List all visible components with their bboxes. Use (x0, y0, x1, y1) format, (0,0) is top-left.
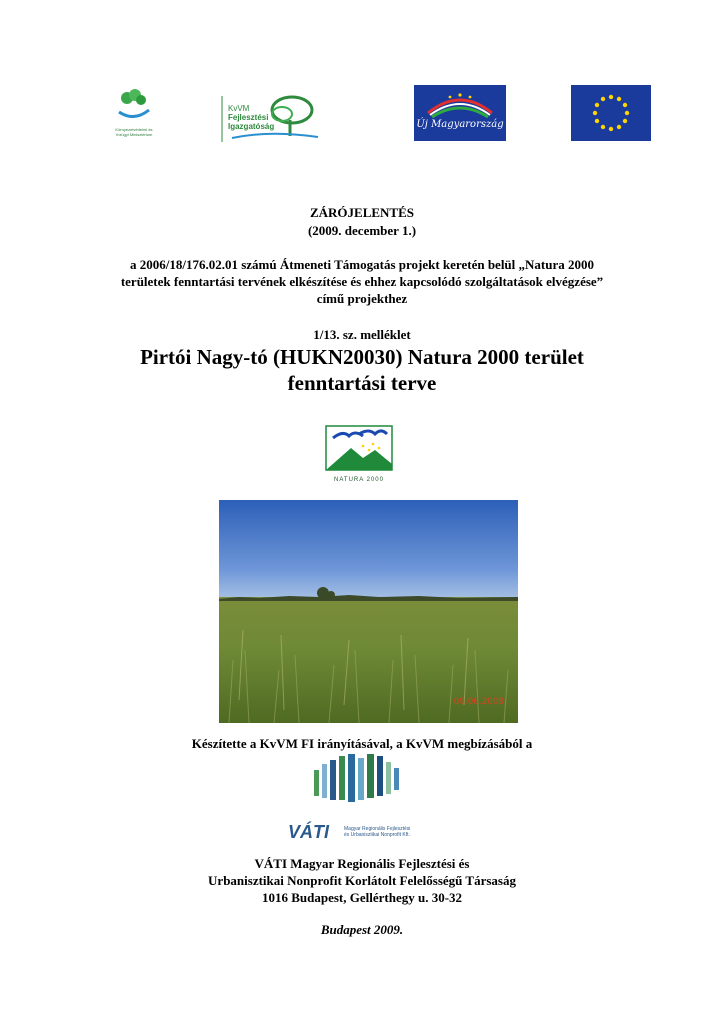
natura-text: NATURA 2000 (334, 477, 384, 483)
company-address: 1016 Budapest, Gellérthegy u. 30-32 (261, 890, 463, 905)
vati-logo (288, 752, 454, 852)
project-line-2: területek fenntartási tervének elkészítése és ehhez kapcsolódó szolgáltatások elvégzése” (120, 274, 604, 289)
vati-text: VÁTI (288, 822, 330, 842)
grassland-image (219, 500, 518, 723)
uj-magyarorszag-logo (414, 85, 506, 141)
project-line-1: a 2006/18/176.02.01 számú Átmeneti Támogatás projekt keretén belül „Natura 2000 (129, 257, 594, 272)
kvvm-logo (113, 88, 155, 148)
vati-bars-icon (288, 752, 454, 816)
project-line-3: című projekthez (316, 291, 408, 306)
eu-stars-icon (571, 85, 651, 141)
report-title: ZÁRÓJELENTÉS (309, 205, 415, 220)
natura-birds-icon (323, 424, 395, 472)
place-and-year: Budapest 2009. (320, 922, 404, 937)
kvvm-tree-icon (113, 88, 155, 122)
uj-mo-arc-icon (414, 85, 506, 141)
kvvm-logo-text: Környezetvédelmi és Vízügyi Minisztérium (115, 127, 153, 137)
annex-label: 1/13. sz. melléklet (313, 327, 411, 342)
eu-flag-logo (571, 85, 651, 141)
main-title-line-1: Pirtói Nagy-tó (HUKN20030) Natura 2000 terület (140, 345, 584, 369)
report-date: (2009. december 1.) (307, 223, 417, 238)
kvvm-fi-logo (220, 90, 322, 146)
main-title-line-2: fenntartási terve (287, 371, 437, 395)
kvvm-fi-text-3: Igazgatóság (228, 122, 275, 131)
logo-row (0, 80, 724, 150)
vati-sub-1: Magyar Regionális Fejlesztési (344, 826, 411, 832)
company-line-2: Urbanisztikai Nonprofit Korlátolt Felelősségű Társaság (208, 873, 516, 888)
prepared-by-text: Készítette a KvVM FI irányításával, a KvVM megbízásából a (191, 736, 533, 751)
photo-date-stamp: 09.06.2008 (453, 696, 504, 706)
grassland-photo (219, 500, 518, 723)
natura-2000-logo (323, 424, 395, 482)
vati-sub-2: és Urbanisztikai Nonprofit Kft. (344, 832, 410, 838)
kvvm-fi-text-1: KvVM (228, 104, 250, 113)
uj-mo-text: Új Magyarország (416, 119, 504, 130)
company-line-1: VÁTI Magyar Regionális Fejlesztési és (254, 856, 470, 871)
kvvm-fi-text-2: Fejlesztési (228, 113, 269, 122)
